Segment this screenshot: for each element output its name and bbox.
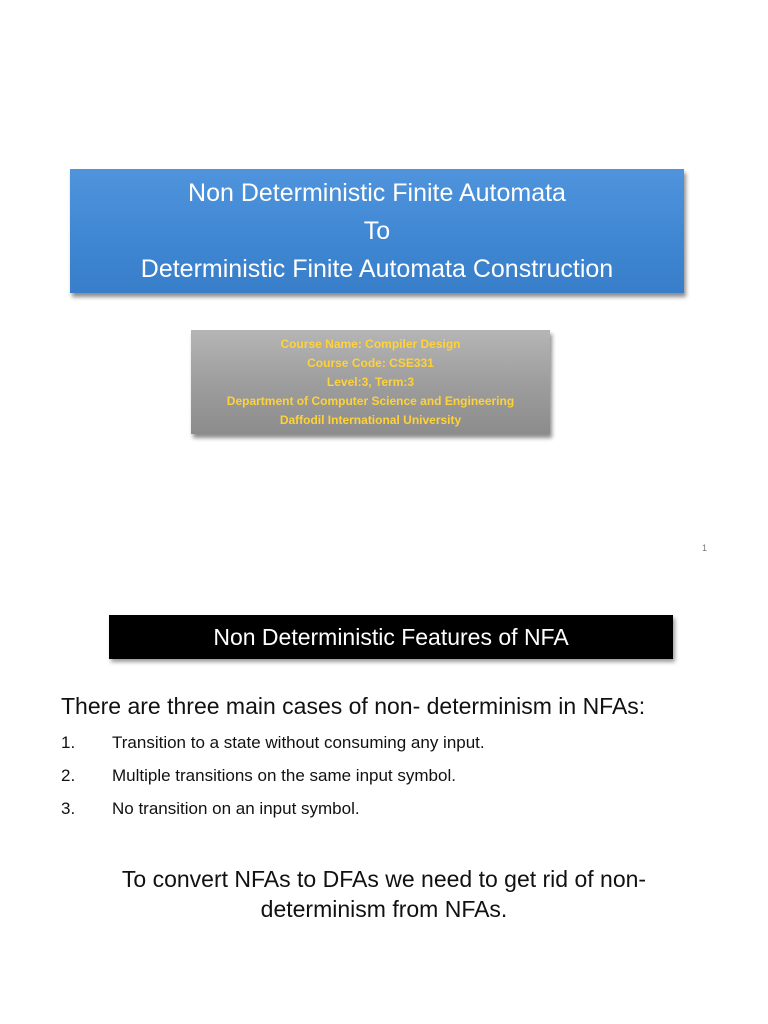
intro-text: There are three main cases of non- determinism in NFAs: [61,693,646,719]
title-line: Deterministic Finite Automata Construction [140,255,614,283]
title-box [70,169,684,293]
conclusion-text [60,864,708,924]
conclusion-line: To convert NFAs to DFAs we need to get rid of non- [121,866,647,892]
case-list [61,733,485,832]
case-number: 2. [61,766,76,785]
list-item [61,766,485,799]
course-info-box [191,330,550,434]
case-text: No transition on an input symbol. [112,799,360,818]
list-item [61,733,485,766]
case-text: Transition to a state without consuming any input. [112,733,485,752]
case-text: Multiple transitions on the same input symbol. [112,766,456,785]
list-item [61,799,485,832]
case-number: 1. [61,733,76,752]
title-line: Non Deterministic Finite Automata [188,179,566,207]
slide-2 [0,576,768,1024]
title-line: To [363,217,391,245]
page-number: 1 [701,543,707,553]
course-university: Daffodil International University [279,412,462,427]
slide-heading: Non Deterministic Features of NFA [109,615,673,659]
case-number: 3. [61,799,76,818]
course-name: Course Name: Compiler Design [280,336,461,351]
course-code: Course Code: CSE331 [307,355,434,370]
conclusion-line: determinism from NFAs. [260,896,508,922]
course-department: Department of Computer Science and Engineering [226,393,515,408]
course-level: Level:3, Term:3 [326,374,415,389]
